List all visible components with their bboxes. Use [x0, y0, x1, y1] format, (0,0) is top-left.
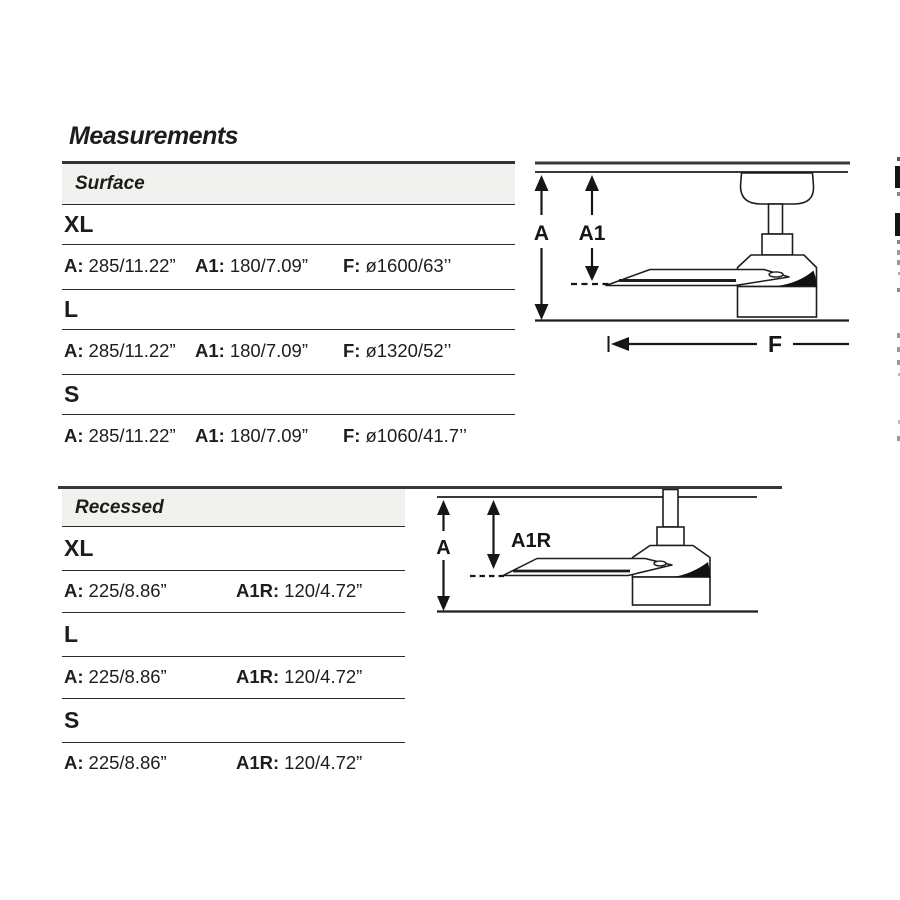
dimension-a-value: 285/11.22” — [88, 340, 176, 361]
dimension-label-a1: A1 — [578, 222, 606, 245]
size-label: XL — [64, 211, 94, 237]
size-label: L — [64, 296, 79, 322]
dimension-a-value: 285/11.22” — [88, 425, 176, 446]
dimension-f-value: ø1600/63’’ — [365, 255, 452, 276]
surface-data-row-xl — [62, 245, 515, 290]
cropped-text-fragment — [895, 213, 900, 236]
dimension-f — [343, 425, 515, 447]
recessed-header-label: Recessed — [75, 496, 164, 518]
dimension-a1-value: 180/7.09” — [229, 255, 308, 276]
dimension-a-label: A: — [64, 255, 84, 276]
size-label: S — [64, 707, 80, 733]
arrowhead-down-icon — [535, 304, 549, 320]
dimension-a1-label: A1: — [195, 425, 225, 446]
dimension-a1 — [195, 255, 343, 277]
dimension-a1 — [195, 425, 343, 447]
motor-body — [633, 577, 711, 605]
arrowhead-up-icon — [585, 175, 599, 191]
ceiling-line-thick — [535, 162, 850, 165]
dimension-a1 — [195, 340, 343, 362]
surface-table-header — [62, 164, 515, 205]
arrowhead-down-icon — [437, 596, 450, 611]
recessed-size-row-xl — [62, 527, 405, 571]
recessed-table-header — [62, 489, 405, 527]
dimension-a-label: A: — [64, 580, 84, 601]
recessed-data-row-l — [62, 657, 405, 699]
cropped-text-fragment — [895, 166, 900, 188]
dimension-a1r-label: A1R: — [236, 666, 280, 687]
dimension-a-value: 225/8.86” — [88, 666, 167, 687]
size-label: L — [64, 621, 79, 647]
dimension-a-label: A: — [64, 425, 84, 446]
dimension-a1-value: 180/7.09” — [229, 425, 308, 446]
dimension-label-a: A — [436, 537, 451, 559]
dimension-f — [343, 255, 515, 277]
page-title: Measurements — [69, 122, 239, 150]
dimension-label-f: F — [767, 331, 783, 357]
recessed-size-row-s — [62, 699, 405, 743]
surface-table — [62, 161, 515, 460]
surface-size-row-xl — [62, 205, 515, 245]
dimension-a — [64, 255, 195, 277]
surface-mounting-diagram — [515, 155, 860, 365]
dimension-f-label: F: — [343, 340, 361, 361]
dimension-a1r-value: 120/4.72” — [284, 580, 363, 601]
downrod — [769, 204, 783, 234]
size-label: XL — [64, 535, 94, 561]
canopy — [741, 173, 814, 204]
dimension-f-label: F: — [343, 255, 361, 276]
dimension-a — [64, 580, 236, 602]
recessed-mounting-diagram — [430, 489, 762, 619]
recessed-data-row-s — [62, 743, 405, 785]
motor-body — [738, 287, 817, 318]
dimension-a1-label: A1: — [195, 340, 225, 361]
dimension-a1r-label: A1R: — [236, 580, 280, 601]
dimension-arrow-a1 — [579, 175, 606, 281]
dimension-a1r-value: 120/4.72” — [284, 752, 363, 773]
dimension-a — [64, 425, 195, 447]
dimension-a-label: A: — [64, 752, 84, 773]
arrowhead-up-icon — [487, 500, 500, 515]
dimension-a1r-label: A1R: — [236, 752, 280, 773]
rod-coupler — [762, 234, 793, 255]
dimension-arrow-f — [609, 331, 850, 357]
surface-data-row-l — [62, 330, 515, 375]
downrod — [663, 490, 678, 528]
ceiling-fan-drawing — [606, 173, 817, 317]
blade-hub-tip — [769, 272, 783, 277]
dimension-a1r-value: 120/4.72” — [284, 666, 363, 687]
dimension-f — [343, 340, 515, 362]
arrowhead-left-icon — [611, 337, 629, 351]
dimension-a — [64, 752, 236, 774]
dimension-arrow-a — [436, 500, 450, 611]
dimension-a — [64, 666, 236, 688]
surface-data-row-s — [62, 415, 515, 460]
dimension-a1r — [236, 752, 405, 774]
arrowhead-up-icon — [437, 500, 450, 515]
dimension-label-a1r: A1R — [511, 530, 552, 552]
dimension-a-value: 285/11.22” — [88, 255, 176, 276]
dimension-a-value: 225/8.86” — [88, 580, 167, 601]
blade-hub-tip — [654, 561, 666, 566]
dimension-arrow-a — [534, 175, 549, 320]
rod-coupler — [657, 527, 684, 546]
recessed-data-row-xl — [62, 571, 405, 613]
recessed-table — [62, 489, 405, 785]
dimension-a1-value: 180/7.09” — [229, 340, 308, 361]
dimension-a-label: A: — [64, 340, 84, 361]
dimension-a-value: 225/8.86” — [88, 752, 167, 773]
dimension-a-label: A: — [64, 666, 84, 687]
arrowhead-down-icon — [487, 554, 500, 569]
arrowhead-down-icon — [585, 266, 599, 281]
surface-header-label: Surface — [75, 173, 145, 194]
dimension-f-label: F: — [343, 425, 361, 446]
recessed-size-row-l — [62, 613, 405, 657]
size-label: S — [64, 381, 80, 407]
dimension-a1r — [236, 666, 405, 688]
arrowhead-up-icon — [535, 175, 549, 191]
dimension-a — [64, 340, 195, 362]
dimension-label-a: A — [533, 222, 550, 245]
dimension-f-value: ø1060/41.7’’ — [365, 425, 467, 446]
dimension-a1r — [236, 580, 405, 602]
dimension-f-value: ø1320/52’’ — [365, 340, 452, 361]
dimension-a1-label: A1: — [195, 255, 225, 276]
surface-size-row-l — [62, 290, 515, 330]
surface-size-row-s — [62, 375, 515, 415]
